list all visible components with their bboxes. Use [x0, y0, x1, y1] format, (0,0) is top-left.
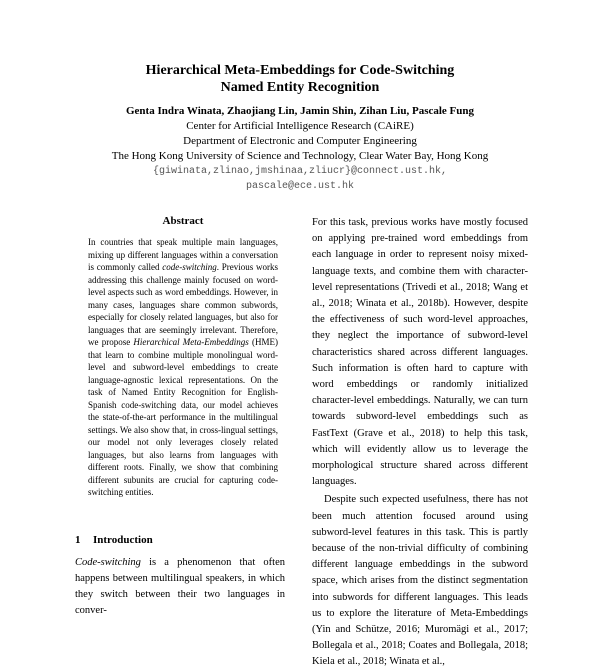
affiliation-line-3: The Hong Kong University of Science and Technology, Clear Water Bay, Hong Kong — [111, 150, 489, 162]
email-line-2: pascale@ece.ust.hk — [245, 181, 355, 192]
section-heading-introduction — [75, 534, 285, 546]
abstract-heading: Abstract — [162, 215, 204, 227]
abstract-body — [88, 236, 278, 499]
paper-title — [0, 62, 600, 96]
email-line-1: {giwinata,zlinao,jmshinaa,zliucr}@connect.ust.hk, — [152, 166, 448, 177]
right-paragraph-1: For this task, previous works have mostly focused on applying pre-trained word embeddings from each language in order to represent noisy mixed-language texts, and combine them with character-level representations (Trivedi et al., 2018; Wang et al., 2018; Winata et al., 2018b). However, despite the effectiveness of such word-level approaches, they neglect the importance of subword-level characteristics shared across different languages. Such information is often hard to capture with word embeddings or randomly initialized character-level embeddings. Naturally, we can turn towards subword-level embeddings such as FastText (Grave et al., 2018) to help this task, which will evidently allow us to leverage the morphological structure shared across different languages. — [312, 217, 528, 488]
author-list: Genta Indra Winata, Zhaojiang Lin, Jamin Shin, Zihan Liu, Pascale Fung — [125, 105, 475, 117]
section-title: Introduction — [93, 534, 153, 546]
abstract-italic-hme: Hierarchical Meta-Embeddings — [133, 337, 249, 347]
abstract-italic-code-switching: code-switching — [162, 262, 217, 272]
intro-italic-lead: Code-switching — [75, 557, 141, 568]
section-number: 1 — [75, 534, 81, 546]
abstract-text-3: (HME) that learn to combine multiple monolingual word-level and subword-level embeddings to create language-agnostic lexical representations. On the task of Named Entity Recognition for English-Spanish code-switching data, our model achieves the state-of-the-art performance in the multilingual settings. We also show that, in cross-lingual settings, our model not only leverages closely related languages, but also learns from languages with different roots. Finally, we show that combining different subunits are crucial for capturing code-switching entities. — [88, 337, 278, 497]
intro-text: is a phenomenon that often happens between multilingual speakers, in which they switch between their two languages in conver- — [75, 557, 285, 616]
abstract-text-2: . Previous works addressing this challenge mainly focused on word-level aspects such as word embeddings. However, in many cases, languages share common subwords, especially for closely related languages, but also for languages that are seemingly irrelevant. Therefore, we propose — [88, 262, 279, 347]
introduction-body — [75, 555, 285, 619]
title-line-2: Named Entity Recognition — [220, 80, 380, 95]
affiliation-line-1: Center for Artificial Intelligence Research (CAiRE) — [186, 120, 414, 132]
right-column — [312, 215, 528, 671]
abstract-text-1: In countries that speak multiple main languages, mixing up different languages within a conversation is commonly called — [88, 237, 278, 272]
right-paragraph-2: Despite such expected usefulness, there has not been much attention focused around using subword-level features in this task. This is partly because of the non-trivial difficulty of combining different language embeddings in the subword space, which arises from the distinct segmentation into subwords for different languages. This leads us to explore the literature of Meta-Embeddings (Yin and Schütze, 2016; Muromägi et al., 2017; Bollegala et al., 2018; Coates and Bollegala, 2018; Kiela et al., 2018; Winata et al., — [312, 494, 528, 668]
title-line-1: Hierarchical Meta-Embeddings for Code-Switching — [145, 63, 455, 78]
affiliation-block — [0, 119, 600, 194]
affiliation-line-2: Department of Electronic and Computer Engineering — [183, 135, 417, 147]
